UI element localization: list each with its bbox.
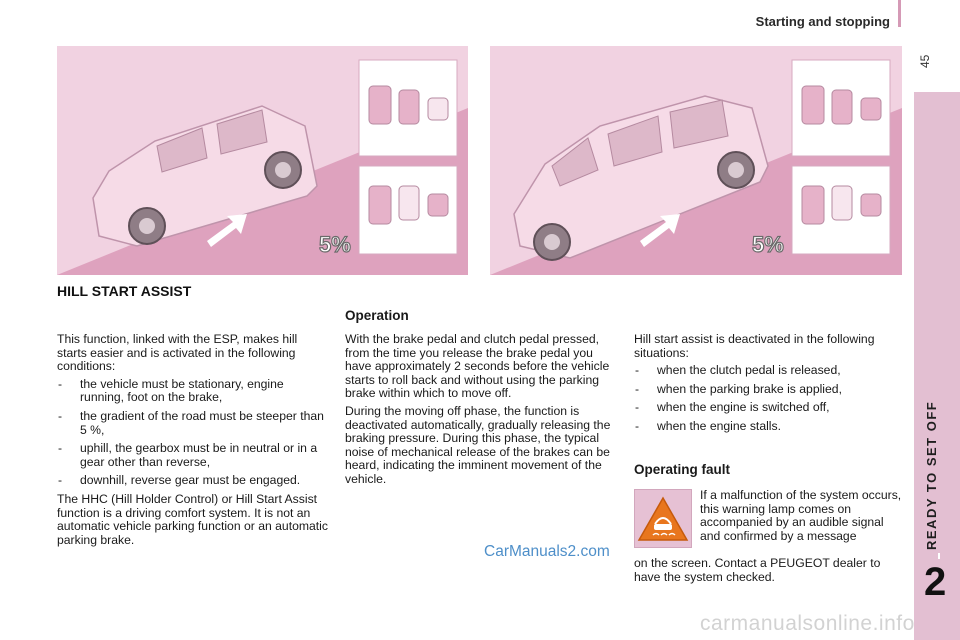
figure-downhill-van [490,46,902,275]
grade-label: 5% [319,232,351,257]
pedal-box-top [792,60,890,156]
deactivation-situations-list [634,364,902,433]
operating-fault-heading: Operating fault [634,462,731,477]
grade-label: 5% [752,232,784,257]
figure-uphill-van [57,46,468,275]
chapter-sidebar [914,92,960,640]
pedal-box-top [359,60,457,156]
fault-text: If a malfunction of the system occurs, this warning lamp comes on accompanied by an audible signal and confirmed by a message [700,488,902,543]
fault-text-continued: on the screen. Contact a PEUGEOT dealer to have the system checked. [634,556,881,584]
list-item: - when the clutch pedal is released, [634,364,902,378]
section-title: HILL START ASSIST [57,283,192,299]
list-item: - the vehicle must be stationary, engine running, foot on the brake, [57,378,329,405]
operation-paragraph: With the brake pedal and clutch pedal pressed, from the time you release the brake pedal you have approximately 2 seconds before the vehicle starts to roll back and without using the parking brake within which to move off. [345,332,610,401]
list-item: - the gradient of the road must be steeper than 5 %, [57,410,329,437]
list-item: - downhill, reverse gear must be engaged. [57,474,329,488]
intro-paragraph: This function, linked with the ESP, makes hill starts easier and is activated in the following conditions: [57,332,298,374]
deactivation-column [634,333,902,439]
downhill-van-illustration [490,46,902,275]
watermark-carmanualsonline: carmanualsonline.info [700,612,915,635]
list-item: - when the engine stalls. [634,420,902,434]
header-divider [898,0,901,27]
pedal-box-bottom [792,166,890,254]
deactivation-paragraph: Hill start assist is deactivated in the following situations: [634,332,875,360]
chapter-label: READY TO SET OFF [924,400,939,550]
watermark-carmanuals2: CarManuals2.com [484,543,610,560]
pedal-box-bottom [359,166,457,254]
list-item: - when the parking brake is applied, [634,383,902,397]
operation-column [345,333,615,491]
intro-column [57,333,329,551]
warning-lamp-icon [634,489,692,548]
activation-conditions-list [57,378,329,488]
sidebar-divider [938,553,940,559]
uphill-van-illustration [57,46,468,275]
chapter-number: 2 [924,560,947,604]
list-item: - when the engine is switched off, [634,401,902,415]
operation-heading: Operation [345,308,409,323]
intro-closing-paragraph: The HHC (Hill Holder Control) or Hill Start Assist function is a driving comfort system. It is not an automatic vehicle parking function or an automatic parking brake. [57,491,328,547]
page-header-title: Starting and stopping [755,14,890,29]
list-item: - uphill, the gearbox must be in neutral or in a gear other than reverse, [57,442,329,469]
operation-paragraph: During the moving off phase, the function is deactivated automatically, gradually releasing the braking pressure. During this phase, the typical noise of mechanical release of the brakes can be heard, indicating the imminent movement of the vehicle. [345,403,611,486]
page-number: 45 [918,54,932,68]
